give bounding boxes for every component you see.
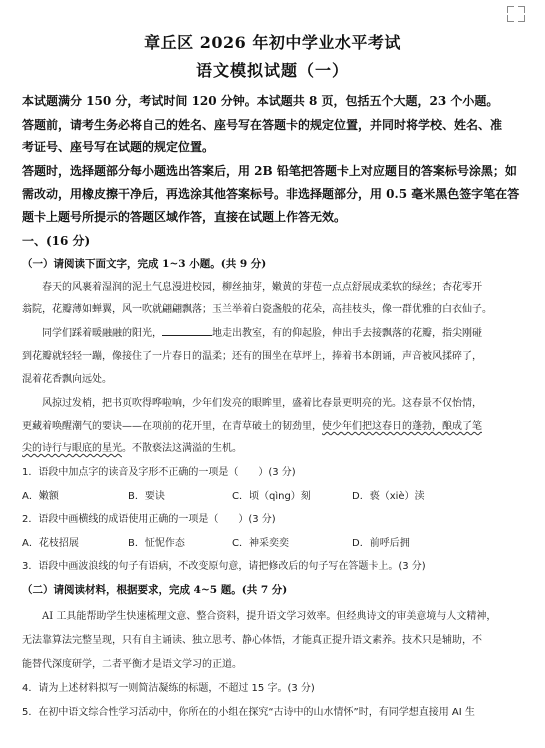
passage-line: 翁院，花瓣薄如蝉翼，风一吹就翩翩飘落；玉兰举着白瓷盏般的花朵，高挂枝头，像一群优雅的白衣仙子。: [22, 304, 492, 315]
passage-line: 到花瓣就轻轻一蹦，像接住了一片春日的温柔；还有的围坐在草坪上，捧着书本朗诵，声音被风揉碎了，: [22, 351, 482, 362]
answer-blank: [162, 326, 212, 336]
q2-option-c: C．神采奕奕: [232, 538, 289, 549]
passage-line: 春天的风裹着湿润的泥土气息漫进校园，柳丝抽芽，嫩黄的芽苞一点点舒展成柔软的绿丝；杏花零开: [42, 282, 482, 293]
material-line: AI 工具能帮助学生快速梳理文意、整合资料，提升语文学习效率。但经典诗文的审美意境与人文精神，: [42, 611, 497, 622]
part2-heading: （二）请阅读材料，根据要求，完成 4~5 题。(共 7 分): [22, 584, 288, 596]
q2-option-a: A．花枝招展: [22, 538, 79, 549]
instruction-line-4: 答题时，选择题部分每小题选出答案后，用 2B 铅笔把答题卡上对应题目的答案标号涂黑；如: [22, 164, 517, 178]
instruction-line-5: 需改动，用橡皮擦干净后，再选涂其他答案标号。非选择题部分，用 0.5 毫米黑色签字笔在答: [22, 187, 520, 201]
q1-option-a: A．嫩额: [22, 491, 59, 502]
instruction-line-6: 题卡上题号所提示的答题区域作答，直接在试题上作答无效。: [22, 210, 347, 224]
q1-option-d: D．亵（xiè）渎: [352, 491, 425, 502]
passage-line: 混着花香飘向远处。: [22, 374, 112, 385]
instruction-line-2: 答题前，请考生务必将自己的姓名、座号写在答题卡的规定位置，并同时将学校、姓名、准: [22, 118, 503, 132]
expand-icon[interactable]: [507, 6, 525, 22]
exam-title: 章丘区 2026 年初中学业水平考试: [144, 33, 401, 52]
question-5: 5．在初中语文综合性学习活动中，你所在的小组在探究“古诗中的山水情怀”时，有同学想直接用 AI 生: [22, 707, 475, 718]
q2-option-b: B．怔怩作态: [128, 538, 185, 549]
material-line: 能替代深度研学，二者平衡才是语文学习的正道。: [22, 659, 242, 670]
question-3: 3．语段中画波浪线的句子有语病，不改变原句意，请把修改后的句子写在答题卡上。(3 分): [22, 561, 426, 572]
material-line: 无法靠算法完整呈现，只有自主诵读、独立思考、静心体悟，才能真正提升语文素养。技术只是辅助，不: [22, 635, 482, 646]
q1-option-c: C．顷（qìng）刻: [232, 491, 311, 502]
q2-option-d: D．前呼后拥: [352, 538, 410, 549]
section-heading: 一、(16 分): [22, 234, 91, 248]
passage-line: 风掠过发梢，把书页吹得哗啦响，少年们发亮的眼眸里，盛着比春景更明亮的光。这春景不仅怡情，: [42, 398, 482, 409]
q1-option-b: B．要诀: [128, 491, 165, 502]
instruction-line-3: 考证号、座号写在试题的规定位置。: [22, 140, 215, 154]
question-1: 1．语段中加点字的读音及字形不正确的一项是（ ）(3 分): [22, 467, 296, 478]
passage-line: 尖的诗行与眼底的星光。不散亵法这满溢的生机。: [22, 443, 242, 454]
passage-line: 更藏着唤醒潮气的要诀——在项前的花开里，在青草破土的韧劲里，使少年们把这春日的蓬勃，酿成了笔: [22, 421, 482, 432]
wavy-underlined-sentence: 使少年们把这春日的蓬勃，酿成了笔: [322, 421, 482, 432]
question-4: 4．请为上述材料拟写一则简洁凝练的标题，不超过 15 字。(3 分): [22, 683, 315, 694]
passage-line: 同学们踩着暖融融的阳光， 地走出教室，有的仰起脸，伸出手去接飘落的花瓣，指尖刚碰: [42, 328, 482, 339]
question-2: 2．语段中画横线的成语使用正确的一项是（ ）(3 分): [22, 514, 276, 525]
exam-subtitle: 语文模拟试题（一）: [195, 61, 349, 80]
part1-heading: （一）请阅读下面文字，完成 1~3 小题。(共 9 分): [22, 258, 267, 270]
instruction-line-1: 本试题满分 150 分，考试时间 120 分钟。本试题共 8 页，包括五个大题，23 个小题。: [22, 94, 499, 108]
wavy-underlined-sentence: 尖的诗行与眼底的星光: [22, 443, 122, 454]
